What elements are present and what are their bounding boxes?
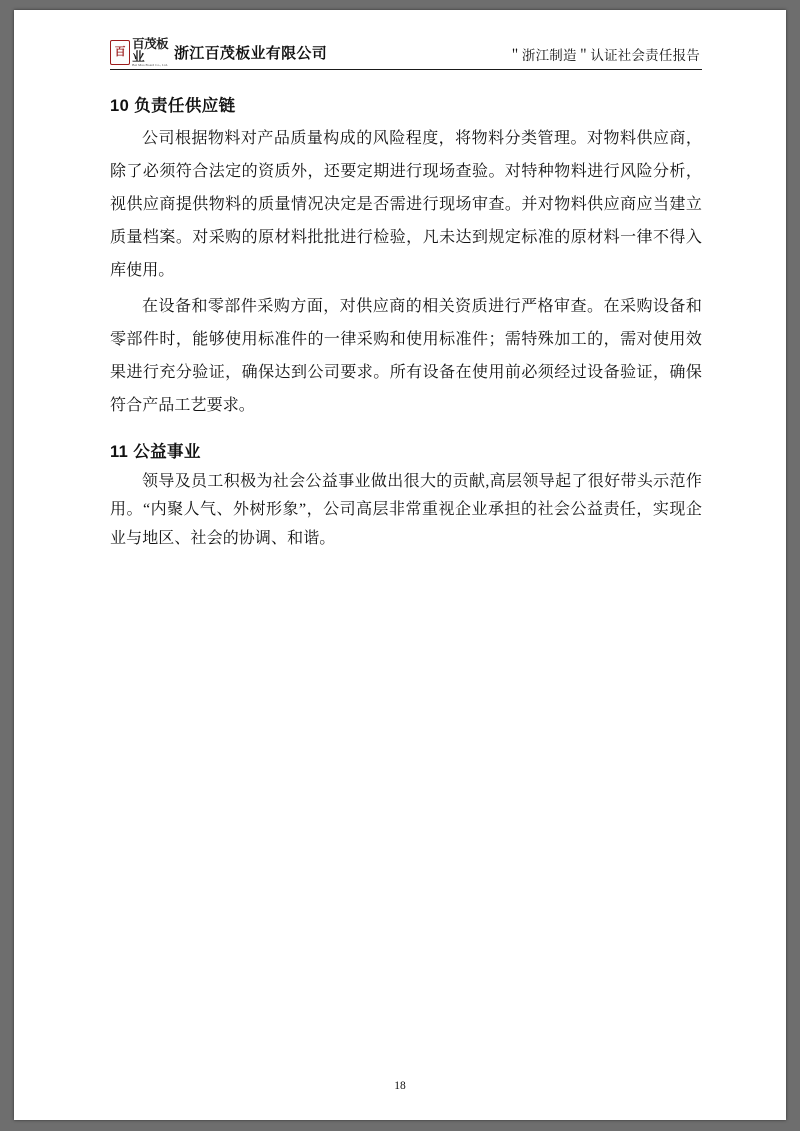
page-content-area [110,36,702,555]
paragraph: 领导及员工积极为社会公益事业做出很大的贡献,高层领导起了很好带头示范作用。“内聚人气、外树形象”，公司高层非常重视企业承担的社会公益责任，实现企业与地区、社会的协调、和谐。 [110,472,702,547]
section-heading-public-welfare: 11 公益事业 [110,442,201,461]
logo-wordmark-en: Bai Mao Board Co., Ltd. [132,62,169,67]
logo-seal-icon [110,40,130,65]
section-heading-supply-chain: 10 负责任供应链 [110,97,236,115]
logo-seal-text: 百 [114,46,126,58]
logo-wordmark-cn: 百茂板业 [132,36,169,64]
paragraph: 在设备和零部件采购方面，对供应商的相关资质进行严格审查。在采购设备和零部件时，能够使用标准件的一律采购和使用标准件；需特殊加工的，需对使用效果进行充分验证，确保达到公司要求。所有设备在使用前必须经过设备验证，确保符合产品工艺要求。 [110,297,702,414]
header-company-name: 浙江百茂板业有限公司 [174,45,328,62]
logo-wordmark [132,38,170,68]
document-body [110,92,702,553]
document-page [14,10,786,1120]
header-report-title: ＂浙江制造＂认证社会责任报告 [508,48,700,63]
paragraph: 公司根据物料对产品质量构成的风险程度，将物料分类管理。对物料供应商，除了必须符合法定的资质外，还要定期进行现场查验。对特种物料进行风险分析，视供应商提供物料的质量情况决定是否需进行现场审查。并对物料供应商应当建立质量档案。对采购的原材料批批进行检验，凡未达到规定标准的原材料一律不得入库使用。 [110,130,702,280]
company-logo [110,36,170,67]
page-number: 18 [394,1080,406,1092]
brand-block [110,36,328,67]
document-header [110,36,702,70]
